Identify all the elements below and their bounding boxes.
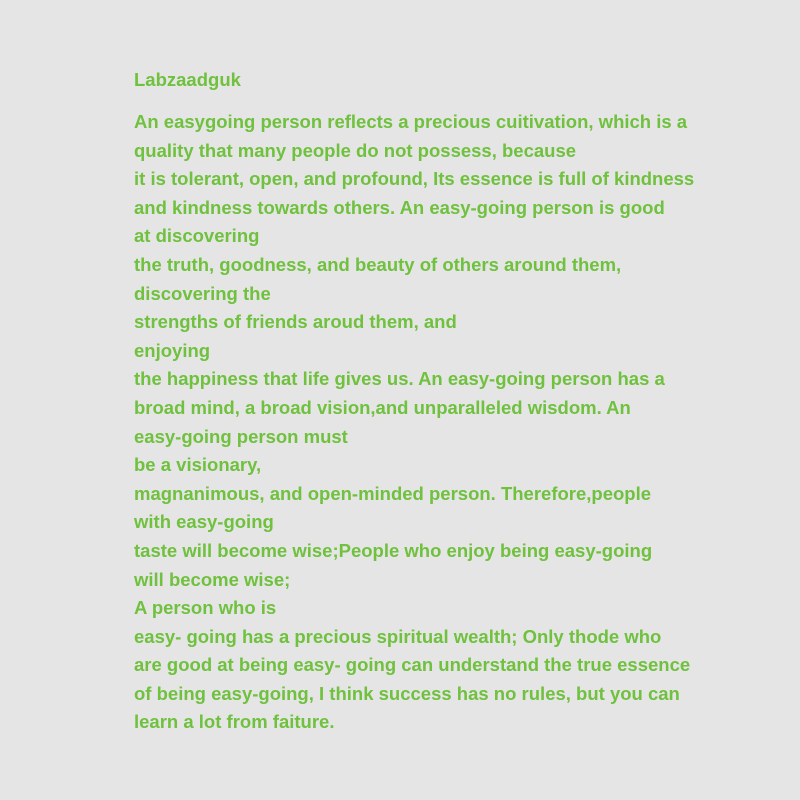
body-line: the happiness that life gives us. An easy-going person has a	[134, 368, 665, 390]
body-line: An easygoing person reflects a precious cuitivation, which is a	[134, 111, 688, 132]
document-body	[134, 108, 694, 737]
body-line: and kindness towards others. An easy-going person is good	[134, 196, 665, 218]
body-line: A person who is	[134, 597, 277, 619]
body-line: broad mind, a broad vision,and unparalleled wisdom. An	[134, 396, 631, 418]
body-line: it is tolerant, open, and profound, Its essence is full of kindness	[134, 168, 695, 190]
body-line: are good at being easy- going can understand the true essence	[134, 654, 691, 676]
document-title: Labzaadguk	[134, 69, 241, 90]
body-line: enjoying	[134, 339, 211, 361]
body-line: easy- going has a precious spiritual wealth; Only thode who	[134, 625, 662, 647]
body-line: magnanimous, and open-minded person. Therefore,people	[134, 482, 652, 504]
body-line: the truth, goodness, and beauty of others around them,	[134, 253, 622, 275]
body-line: strengths of friends aroud them, and	[134, 311, 457, 333]
body-line: at discovering	[134, 225, 260, 247]
body-line: with easy-going	[134, 511, 274, 533]
body-line: quality that many people do not possess, because	[134, 139, 577, 161]
body-line: taste will become wise;People who enjoy being easy-going	[134, 539, 653, 561]
body-line: easy-going person must	[134, 425, 348, 447]
body-line: learn a lot from faiture.	[134, 711, 335, 733]
body-line: of being easy-going, I think success has no rules, but you can	[134, 682, 680, 704]
body-line: will become wise;	[134, 568, 291, 590]
body-line: discovering the	[134, 282, 271, 304]
body-line: be a visionary,	[134, 454, 262, 476]
